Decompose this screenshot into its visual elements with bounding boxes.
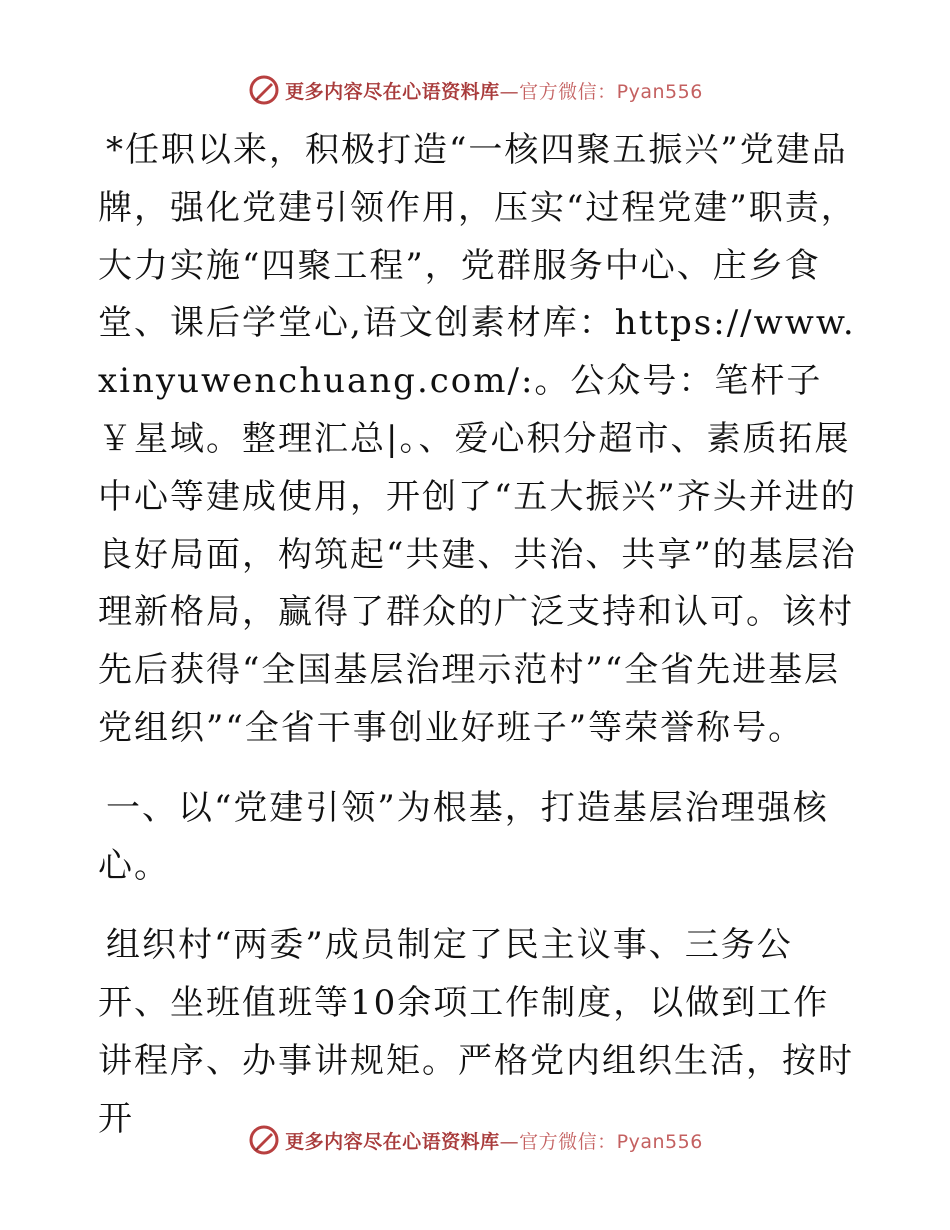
watermark-brand: 更多内容尽在心语资料库 <box>285 1130 500 1153</box>
pen-logo-icon <box>247 73 281 107</box>
watermark-separator: — <box>499 80 520 103</box>
watermark-wechat: 官方微信：Pyan556 <box>519 80 703 103</box>
watermark-banner-bottom <box>0 1120 950 1160</box>
pen-logo-icon <box>247 1123 281 1157</box>
watermark-wechat: 官方微信：Pyan556 <box>519 1130 703 1153</box>
watermark-banner-top <box>0 70 950 110</box>
watermark-separator: — <box>499 1130 520 1153</box>
section-heading-1: 一、以“党建引领”为根基，打造基层治理强核心。 <box>98 787 829 886</box>
document-body <box>98 122 858 1149</box>
paragraph-intro: *任职以来，积极打造“一核四聚五振兴”党建品牌，强化党建引领作用，压实“过程党建”职责，大力实施“四聚工程”，党群服务中心、庄乡食堂、课后学堂心,语文创素材库：https://www.xinyuwenchuang.com/:。公众号：笔杆子￥星域。整理汇总|。、爱心积分超市、素质拓展中心等建成使用，开创了“五大振兴”齐头并进的良好局面，构筑起“共建、共治、共享”的基层治理新格局，赢得了群众的广泛支持和认可。该村先后获得“全国基层治理示范村”“全省先进基层党组织”“全省干事创业好班子”等荣誉称号。 <box>98 130 857 748</box>
watermark-brand: 更多内容尽在心语资料库 <box>285 80 500 103</box>
paragraph-section-1: 组织村“两委”成员制定了民主议事、三务公开、坐班值班等10余项工作制度，以做到工作讲程序、办事讲规矩。严格党内组织生活，按时开 <box>98 925 854 1139</box>
watermark-text <box>285 1127 703 1154</box>
watermark-text <box>285 77 703 104</box>
